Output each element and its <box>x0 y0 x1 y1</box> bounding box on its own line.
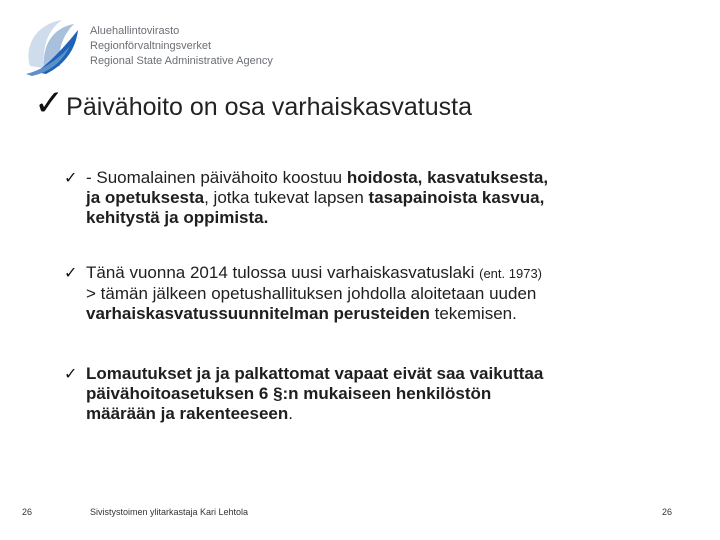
bullet-line <box>86 284 694 304</box>
text: tekemisen. <box>429 304 517 323</box>
bullet-daycare-content <box>64 168 694 228</box>
text-bold: tasapainoista kasvua, <box>368 188 545 207</box>
checkmark-icon: ✓ <box>64 263 78 282</box>
footer-author: Sivistystoimen ylitarkastaja Kari Lehtola <box>90 507 249 517</box>
bullet-line <box>86 263 694 284</box>
page-number-left: 26 <box>22 507 33 517</box>
bullet-line <box>86 208 694 228</box>
text-bold: ja opetuksesta <box>86 188 205 207</box>
bullet-new-law <box>64 263 694 324</box>
agency-name-en: Regional State Administrative Agency <box>90 55 273 67</box>
bullet-line <box>86 404 694 424</box>
slide-title-row <box>34 83 472 124</box>
bullet-line <box>86 364 694 384</box>
text-bold: kehitystä ja oppimista. <box>86 208 269 227</box>
text: > tämän jälkeen opetushallituksen johdolla aloitetaan uuden <box>86 284 537 303</box>
bullet-line <box>86 188 694 208</box>
bullet-line <box>86 168 694 188</box>
text-small: (ent. 1973) <box>479 266 542 281</box>
text: Tänä vuonna 2014 tulossa uusi varhaiskasvatuslaki <box>86 263 480 282</box>
agency-logo-icon <box>22 16 84 78</box>
checkmark-icon: ✓ <box>64 168 78 187</box>
slide-title: Päivähoito on osa varhaiskasvatusta <box>66 93 472 121</box>
checkmark-icon: ✓ <box>34 83 65 124</box>
bullet-layoffs <box>64 364 694 424</box>
checkmark-icon: ✓ <box>64 364 78 383</box>
agency-name-sv: Regionförvaltningsverket <box>90 40 212 52</box>
text-bold: päivähoitoasetuksen 6 §:n mukaiseen henkilöstön <box>86 384 492 403</box>
text-bold: hoidosta, kasvatuksesta, <box>346 168 549 187</box>
agency-name-fi: Aluehallintovirasto <box>90 25 180 37</box>
text: - Suomalainen päivähoito koostuu <box>86 168 347 187</box>
text: , jotka tukevat lapsen <box>204 188 369 207</box>
text-bold: määrään ja rakenteeseen <box>86 404 289 423</box>
text-bold: varhaiskasvatussuunnitelman perusteiden <box>86 304 430 323</box>
page-number-right: 26 <box>662 507 673 517</box>
bullet-line <box>86 304 694 324</box>
agency-name <box>90 24 273 69</box>
text-bold: Lomautukset ja ja palkattomat vapaat eivät saa vaikuttaa <box>86 364 544 383</box>
bullet-line <box>86 384 694 404</box>
text: . <box>288 404 293 423</box>
